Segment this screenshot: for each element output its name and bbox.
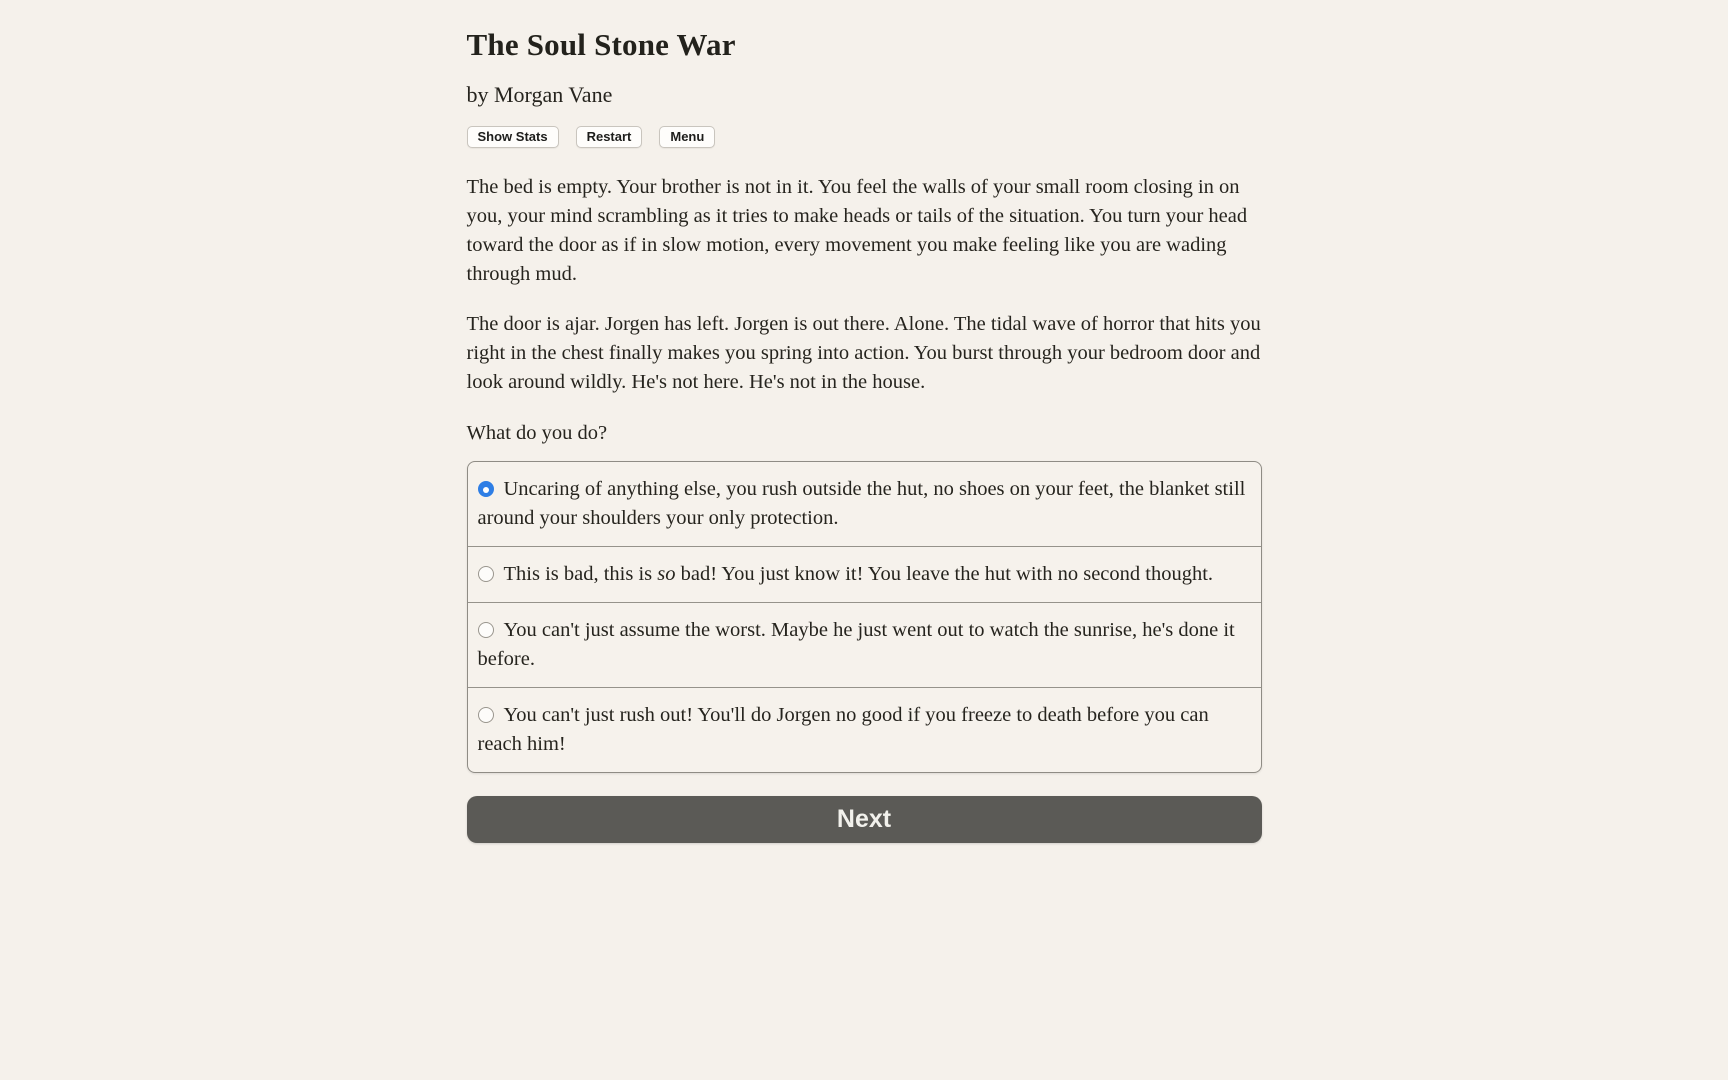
choice-row[interactable]	[468, 602, 1261, 687]
radio-button-icon[interactable]	[478, 707, 494, 723]
choice-row[interactable]	[468, 546, 1261, 602]
choice-text-italic: so	[657, 563, 676, 586]
choice-text: This is bad, this is	[503, 563, 658, 586]
menu-button[interactable]: Menu	[659, 126, 715, 148]
choice-text: You can't just rush out! You'll do Jorgen no good if you freeze to death before you can reach him!	[477, 704, 1209, 756]
show-stats-button[interactable]: Show Stats	[467, 126, 559, 148]
radio-dot	[483, 487, 489, 493]
choice-text: bad! You just know it! You leave the hut with no second thought.	[675, 563, 1214, 586]
story-paragraph: The door is ajar. Jorgen has left. Jorgen is out there. Alone. The tidal wave of horror that hits you right in the chest finally makes you spring into action. You burst through your bedroom door and look around wildly. He's not here. He's not in the house.	[466, 313, 1261, 394]
content-column	[467, 0, 1262, 843]
choice-row[interactable]	[468, 462, 1261, 546]
next-button[interactable]: Next	[467, 796, 1262, 843]
choice-row[interactable]	[468, 687, 1261, 772]
author-byline: by Morgan Vane	[466, 82, 613, 108]
radio-button-icon[interactable]	[478, 566, 494, 582]
toolbar	[467, 126, 1262, 148]
choices-group	[467, 461, 1262, 773]
choice-text: Uncaring of anything else, you rush outside the hut, no shoes on your feet, the blanket still around your shoulders your only protection.	[477, 478, 1246, 530]
restart-button[interactable]: Restart	[576, 126, 643, 148]
choice-text: You can't just assume the worst. Maybe he just went out to watch the sunrise, he's done it before.	[477, 619, 1235, 671]
radio-button-icon[interactable]	[478, 622, 494, 638]
story-paragraph: The bed is empty. Your brother is not in it. You feel the walls of your small room closing in on you, your mind scrambling as it tries to make heads or tails of the situation. You turn your head toward the door as if in slow motion, every movement you make feeling like you are wading through mud.	[466, 176, 1248, 286]
story-text	[467, 173, 1262, 448]
page-title: The Soul Stone War	[466, 27, 736, 62]
choice-prompt: What do you do?	[466, 422, 608, 445]
radio-button-icon[interactable]	[478, 481, 494, 497]
